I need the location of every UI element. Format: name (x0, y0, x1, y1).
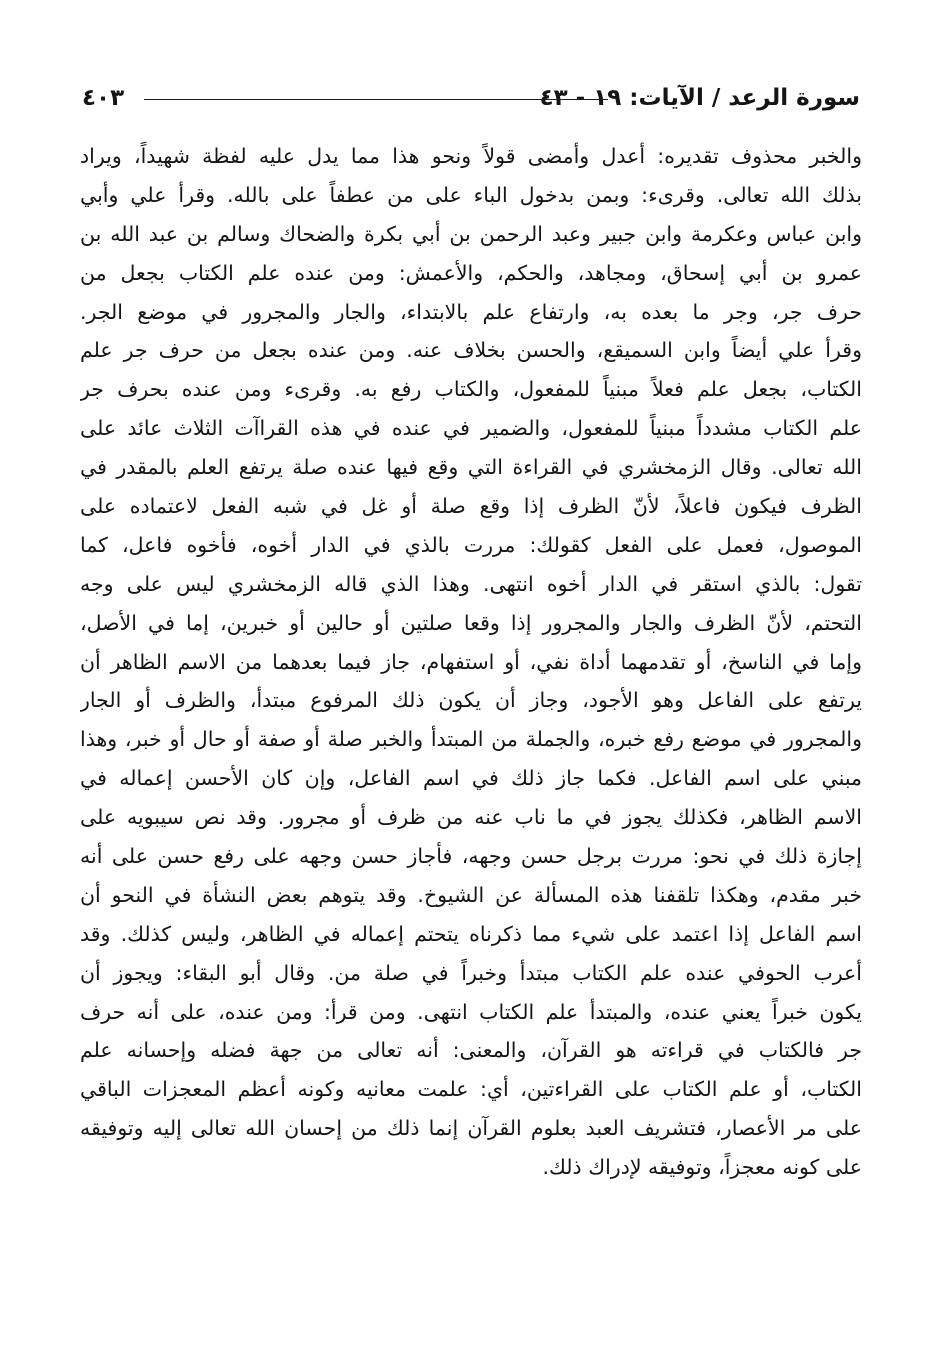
text-line: وابن عباس وعكرمة وابن جبير وعبد الرحمن بن أبي بكرة والضحاك وسالم بن عبد الله بن (80, 221, 862, 246)
text-line: أعرب الحوفي عنده علم الكتاب مبتدأ وخبراً في صلة من. وقال أبو البقاء: ويجوز أن (80, 960, 862, 985)
text-line: الموصول، فعمل على الفعل كقولك: مررت بالذي في الدار أخوه، فأخوه فاعل، كما (80, 532, 862, 557)
text-line: الكتاب، بجعل علم فعلاً مبنياً للمفعول، والكتاب رفع به. وقرىء ومن عنده بحرف جر (80, 377, 862, 402)
text-line: وقرأ علي أيضاً وابن السميقع، والحسن بخلاف عنه. ومن عنده بجعل من حرف جر علم (80, 338, 862, 363)
text-line: والمجرور في موضع رفع خبره، والجملة من المبتدأ والخبر صلة أو صفة أو حال أو خبر، وهذا (80, 727, 862, 752)
text-line: تقول: بالذي استقر في الدار أخوه انتهى. وهذا الذي قاله الزمخشري ليس على وجه (80, 571, 862, 596)
text-line: الكتاب، أو علم الكتاب على القراءتين، أي: علمت معانيه وكونه أعظم المعجزات الباقي (80, 1077, 862, 1102)
text-line: الظرف فيكون فاعلاً، لأنّ الظرف إذا وقع صلة أو غل في شبه الفعل لاعتماده على (80, 494, 862, 519)
text-line: خبر مقدم، وهكذا تلقفنا هذه المسألة عن الشيوخ. وقد يتوهم بعض النشأة في النحو أن (80, 882, 862, 907)
text-line: مبني على اسم الفاعل. فكما جاز ذلك في اسم الفاعل، وإن كان الأحسن إعماله في (80, 766, 862, 791)
surah-verses-title: سورة الرعد / الآيات: ١٩ - ٤٣ (539, 85, 860, 111)
text-line: على كونه معجزاً، وتوفيقه لإدراك ذلك. (542, 1155, 862, 1180)
text-line: جر فالكتاب في قراءته هو القرآن، والمعنى: أنه تعالى من جهة فضله وإحسانه علم (80, 1038, 862, 1063)
text-line: والخبر محذوف تقديره: أعدل وأمضى قولاً ونحو هذا مما يدل عليه لفظة شهيداً، ويراد (80, 144, 862, 168)
page-number: ٤٠٣ (82, 85, 125, 111)
text-line: بذلك الله تعالى. وقرىء: وبمن بدخول الباء على من عطفاً على بالله. وقرأ علي وأبي (80, 182, 862, 207)
text-line: الاسم الظاهر، فكذلك يجوز في ما ناب عنه من ظرف أو مجرور. وقد نص سيبويه على (80, 805, 862, 830)
text-line: التحتم، لأنّ الظرف والجار والمجرور إذا وقعا صلتين أو حالين أو خبرين، إما في الأصل، (80, 610, 862, 635)
commentary-text (80, 137, 862, 1187)
text-line: على مر الأعصار، فتشريف العبد بعلوم القرآن إنما ذلك من إحسان الله تعالى إليه وتوفيقه (80, 1116, 862, 1141)
text-line: علم الكتاب مشدداً مبنياً للمفعول، والضمير في عنده في هذه القراآت الثلاث عائد على (80, 416, 862, 441)
header-rule (144, 99, 608, 100)
running-header (82, 78, 860, 122)
text-line: يكون خبراً يعني عنده، والمبتدأ علم الكتاب انتهى. ومن قرأ: ومن عنده، على أنه حرف (80, 999, 862, 1024)
text-line: يرتفع على الفاعل وهو الأجود، وجاز أن يكون ذلك المرفوع مبتدأ، والظرف أو الجار (80, 688, 862, 713)
text-line: الله تعالى. وقال الزمخشري في القراءة التي وقع فيها عنده صلة يرتفع العلم بالمقدر في (80, 455, 862, 480)
text-line: حرف جر، وجر ما بعده به، وارتفاع علم بالابتداء، والجار والمجرور في موضع الجر. (80, 299, 862, 324)
text-line: عمرو بن أبي إسحاق، ومجاهد، والحكم، والأعمش: ومن عنده علم الكتاب بجعل من (80, 260, 862, 285)
text-line: إجازة ذلك في نحو: مررت برجل حسن وجهه، فأجاز حسن وجهه على رفع حسن على أنه (80, 844, 862, 869)
text-line: وإما في الناسخ، أو تقدمهما أداة نفي، أو استفهام، جاز فيما بعدهما من الاسم الظاهر أن (80, 649, 862, 674)
text-line: اسم الفاعل إذا اعتمد على شيء مما ذكرناه يتحتم إعماله في الظاهر، وليس كذلك. وقد (80, 921, 862, 946)
